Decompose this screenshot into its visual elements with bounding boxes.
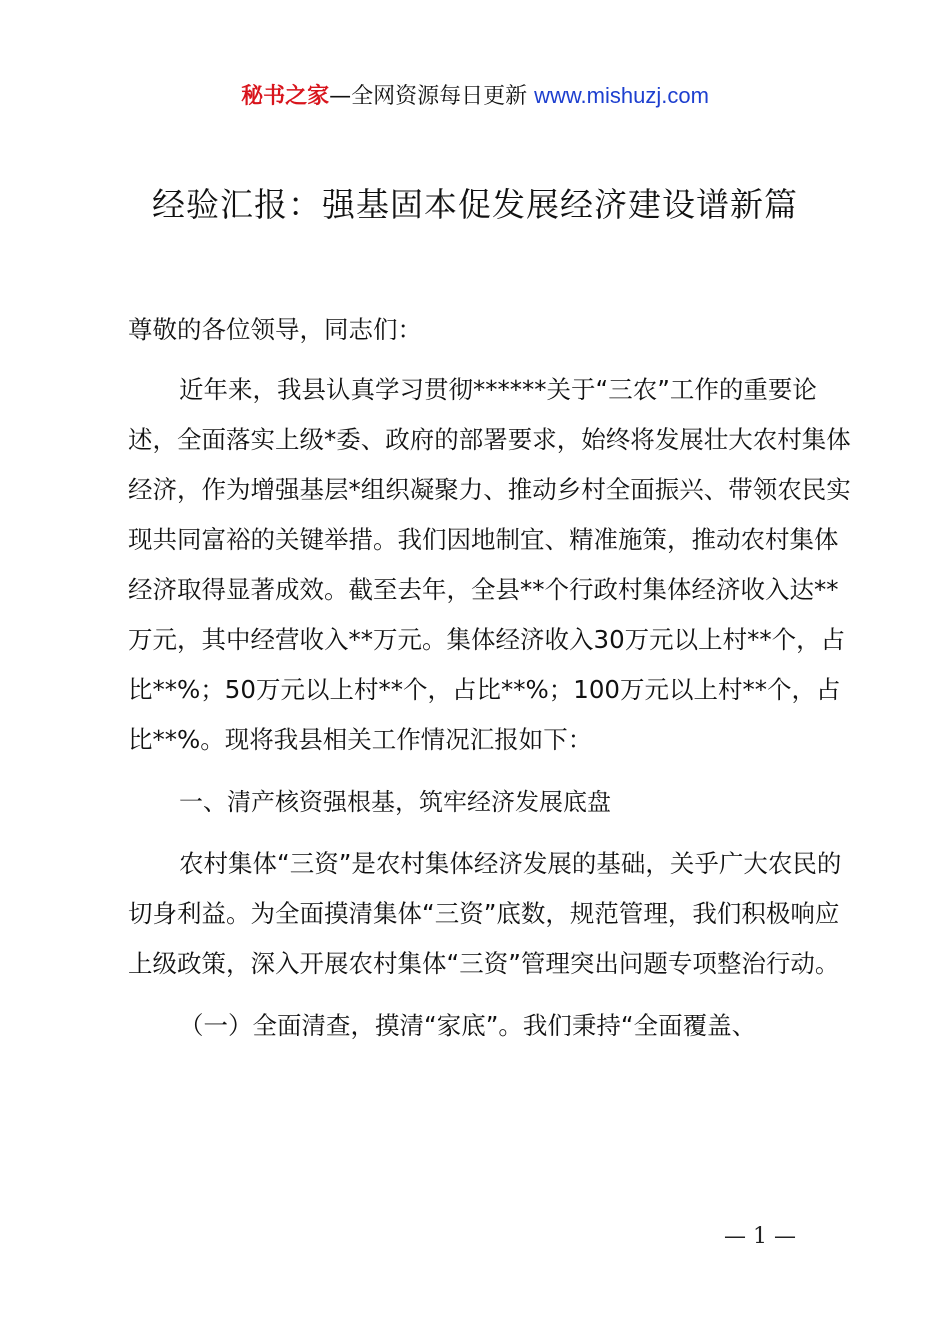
brand-name: 秘书之家 — [241, 84, 330, 109]
page-number: — 1 — — [724, 1224, 796, 1249]
body-paragraph: 农村集体“三资”是农村集体经济发展的基础，关乎广大农民的切身利益。为全面摸清集体“三资”底数，规范管理，我们积极响应上级政策，深入开展农村集体“三资”管理突出问题专项整治行动。 — [128, 849, 842, 978]
intro-paragraph: 近年来，我县认真学习贯彻******关于“三农”工作的重要论述，全面落实上级*委、政府的部署要求，始终将发展壮大农村集体经济，作为增强基层*组织凝聚力、推动乡村全面振兴、带领农民实现共同富裕的关键举措。我们因地制宜、精准施策，推动农村集体经济取得显著成效。截至去年，全县**个行政村集体经济收入达**万元，其中经营收入**万元。集体经济收入30万元以上村**个，占比**%；50万元以上村**个，占比**%；100万元以上村**个，占比**%。现将我县相关工作情况汇报如下： — [128, 375, 851, 754]
site-header — [0, 80, 950, 113]
section-heading: 一、清产核资强根基，筑牢经济发展底盘 — [179, 788, 611, 816]
header-tagline: —全网资源每日更新 — [329, 84, 528, 109]
subsection-paragraph: （一）全面清查，摸清“家底”。我们秉持“全面覆盖、 — [179, 1011, 757, 1040]
salutation: 尊敬的各位领导，同志们： — [128, 315, 422, 344]
document-body — [128, 305, 858, 1051]
document-title: 经验汇报：强基固本促发展经济建设谱新篇 — [152, 185, 798, 224]
site-url-link[interactable]: www.mishuzj.com — [534, 83, 709, 108]
